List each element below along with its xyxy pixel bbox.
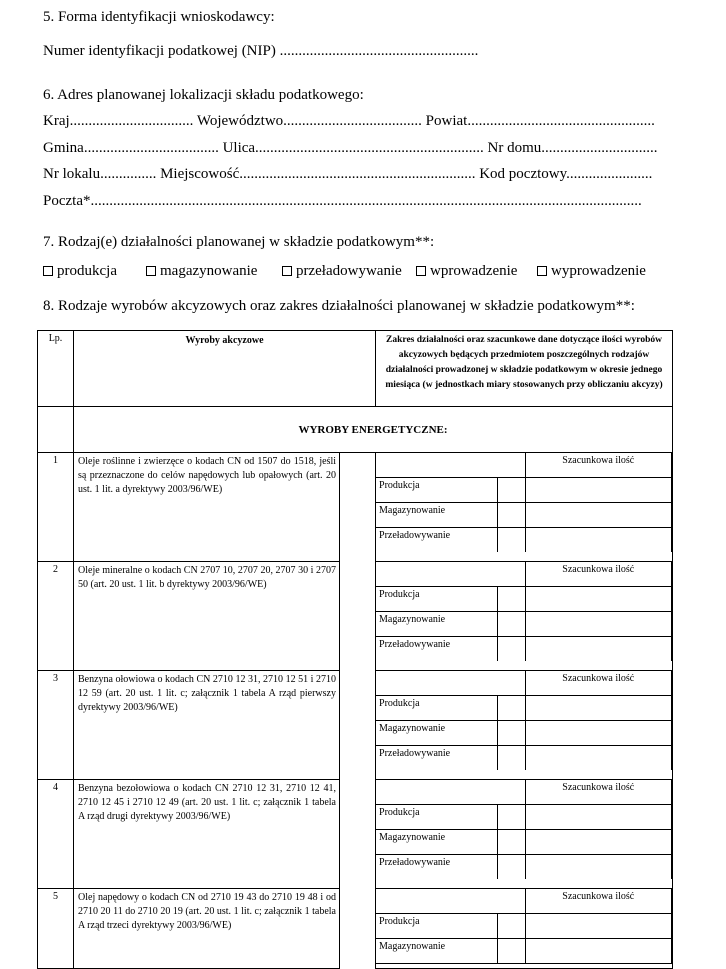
- row-lp: 3: [38, 671, 74, 780]
- activity-production-check[interactable]: [497, 805, 525, 830]
- row-activity-grid: [376, 889, 673, 969]
- estimate-label: Szacunkowa ilość: [525, 562, 672, 587]
- checkbox-icon[interactable]: [416, 266, 426, 276]
- estimate-label: Szacunkowa ilość: [525, 453, 672, 478]
- checkbox-icon[interactable]: [537, 266, 547, 276]
- address-line-locality[interactable]: Nr lokalu............... Miejscowość............................................................... Kod pocztowy.......................: [43, 166, 653, 182]
- row-lp: 5: [38, 889, 74, 969]
- option-wyprowadzenie[interactable]: wyprowadzenie: [537, 262, 646, 280]
- estimate-label: Szacunkowa ilość: [525, 671, 672, 696]
- checkbox-icon[interactable]: [146, 266, 156, 276]
- nip-field[interactable]: Numer identyfikacji podatkowej (NIP) .....................................................: [43, 43, 479, 59]
- activity-production: Produkcja: [376, 805, 497, 830]
- estimate-label: Szacunkowa ilość: [525, 780, 672, 805]
- activity-storage: Magazynowanie: [376, 830, 497, 855]
- option-wprowadzenie[interactable]: wprowadzenie: [416, 262, 517, 280]
- activity-reloading-check[interactable]: [497, 855, 525, 880]
- activity-reloading: Przeładowywanie: [376, 855, 497, 880]
- activity-storage-check[interactable]: [497, 830, 525, 855]
- checkbox-icon[interactable]: [43, 266, 53, 276]
- row-lp: 4: [38, 780, 74, 889]
- activity-storage-qty[interactable]: [525, 721, 672, 746]
- table-row: [38, 671, 673, 780]
- activity-production-check[interactable]: [497, 587, 525, 612]
- activity-production: Produkcja: [376, 587, 497, 612]
- activity-production-qty[interactable]: [525, 805, 672, 830]
- activity-reloading-qty[interactable]: [525, 528, 672, 553]
- activity-production-check[interactable]: [497, 478, 525, 503]
- activity-storage: Magazynowanie: [376, 612, 497, 637]
- row-lp: 1: [38, 453, 74, 562]
- activity-storage-check[interactable]: [497, 612, 525, 637]
- row-lp: 2: [38, 562, 74, 671]
- option-magazynowanie[interactable]: magazynowanie: [146, 262, 257, 280]
- section8-title: 8. Rodzaje wyrobów akcyzowych oraz zakres działalności planowanej w składzie podatkowym**:: [43, 298, 635, 314]
- activity-reloading-qty[interactable]: [525, 637, 672, 662]
- row-product-desc: Benzyna ołowiowa o kodach CN 2710 12 31, 2710 12 51 i 2710 12 59 (art. 20 ust. 1 lit. c; załącznik 1 tabela A rząd pierwszy dyrektywy 2003/96/WE): [74, 671, 340, 780]
- activity-production-check[interactable]: [497, 696, 525, 721]
- activity-production-qty[interactable]: [525, 587, 672, 612]
- activity-reloading-check[interactable]: [497, 637, 525, 662]
- activity-storage-qty[interactable]: [525, 612, 672, 637]
- activity-production-qty[interactable]: [525, 478, 672, 503]
- activity-production-check[interactable]: [497, 914, 525, 939]
- row-product-desc: Benzyna bezołowiowa o kodach CN 2710 12 31, 2710 12 41, 2710 12 45 i 2710 12 49 (art. 20 ust. 1 lit. c; załącznik 1 tabela A rząd drugi dyrektywy 2003/96/WE): [74, 780, 340, 889]
- address-line-country[interactable]: Kraj................................. Województwo..................................... Powiat..................................................: [43, 113, 655, 129]
- activity-storage: Magazynowanie: [376, 939, 497, 964]
- address-line-street[interactable]: Gmina.................................... Ulica............................................................. Nr domu...............................: [43, 140, 658, 156]
- activity-production-qty[interactable]: [525, 696, 672, 721]
- row-activity-grid: [376, 562, 673, 671]
- row-product-desc: Oleje mineralne o kodach CN 2707 10, 2707 20, 2707 30 i 2707 50 (art. 20 ust. 1 lit. b dyrektywy 2003/96/WE): [74, 562, 340, 671]
- activity-reloading: Przeładowywanie: [376, 746, 497, 771]
- section7-title: 7. Rodzaj(e) działalności planowanej w składzie podatkowym**:: [43, 234, 435, 250]
- activity-reloading: Przeładowywanie: [376, 528, 497, 553]
- table-row: [38, 889, 673, 969]
- section-lp-empty: [38, 407, 74, 453]
- activity-production-qty[interactable]: [525, 914, 672, 939]
- col-header-scope: Zakres działalności oraz szacunkowe dane dotyczące ilości wyrobów akcyzowych będących przedmiotem poszczególnych rodzajów działalności prowadzonej w składzie podatkowym w okresie jednego miesiąca (w jednostkach miary stosowanych przy obliczaniu akcyzy): [376, 331, 673, 407]
- table-row: [38, 453, 673, 562]
- row-product-desc: Olej napędowy o kodach CN od 2710 19 43 do 2710 19 48 i od 2710 20 11 do 2710 20 19 (art. 20 ust. 1 lit. c; załącznik 1 tabela A rząd trzeci dyrektywy 2003/96/WE): [74, 889, 340, 969]
- address-line-post[interactable]: Poczta*...................................................................................................................................................: [43, 193, 642, 209]
- activity-production: Produkcja: [376, 478, 497, 503]
- estimate-label: Szacunkowa ilość: [525, 889, 672, 914]
- section5-title: 5. Forma identyfikacji wnioskodawcy:: [43, 9, 275, 25]
- activity-reloading-check[interactable]: [497, 528, 525, 553]
- activity-storage-qty[interactable]: [525, 830, 672, 855]
- col-header-products: Wyroby akcyzowe: [74, 331, 376, 407]
- row-activity-grid: [376, 453, 673, 562]
- row-activity-grid: [376, 780, 673, 889]
- section6-title: 6. Adres planowanej lokalizacji składu podatkowego:: [43, 87, 364, 103]
- activity-reloading: Przeładowywanie: [376, 637, 497, 662]
- activity-production: Produkcja: [376, 696, 497, 721]
- activity-reloading-qty[interactable]: [525, 746, 672, 771]
- activity-production: Produkcja: [376, 914, 497, 939]
- activity-reloading-check[interactable]: [497, 746, 525, 771]
- option-przeladowywanie[interactable]: przeładowywanie: [282, 262, 402, 280]
- activity-storage-qty[interactable]: [525, 503, 672, 528]
- activity-storage: Magazynowanie: [376, 721, 497, 746]
- activity-storage-check[interactable]: [497, 503, 525, 528]
- activity-storage-check[interactable]: [497, 721, 525, 746]
- row-product-desc: Oleje roślinne i zwierzęce o kodach CN od 1507 do 1518, jeśli są przeznaczone do celów napędowych lub opałowych (art. 20 ust. 1 lit. a dyrektywy 2003/96/WE): [74, 453, 340, 562]
- table-row: [38, 780, 673, 889]
- activity-storage: Magazynowanie: [376, 503, 497, 528]
- activity-reloading-qty[interactable]: [525, 855, 672, 880]
- checkbox-icon[interactable]: [282, 266, 292, 276]
- table-row: [38, 562, 673, 671]
- row-activity-grid: [376, 671, 673, 780]
- option-produkcja[interactable]: produkcja: [43, 262, 117, 280]
- col-header-lp: Lp.: [38, 331, 74, 407]
- excise-products-table: [37, 330, 673, 969]
- section-energy-products: WYROBY ENERGETYCZNE:: [74, 407, 673, 453]
